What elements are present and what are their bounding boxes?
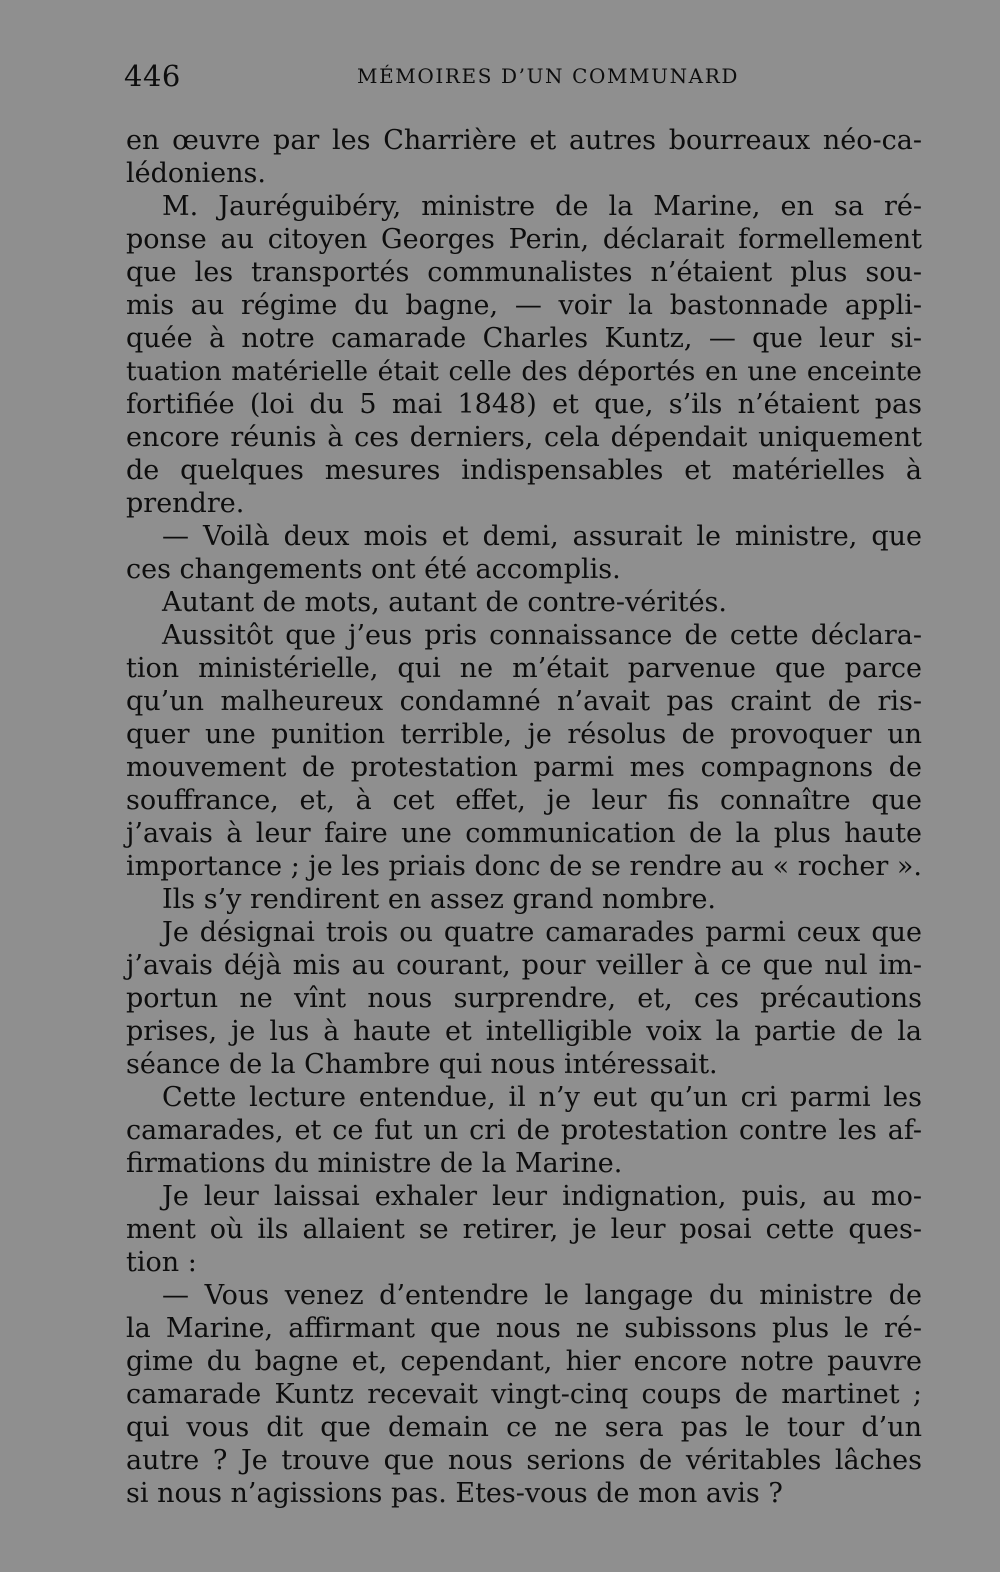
body-text — [126, 124, 922, 1510]
text-line: Autant de mots, autant de contre-vérités. — [162, 587, 727, 618]
text-line: que les transportés communalistes n’étaient plus sou- — [126, 257, 922, 288]
text-line: tion : — [126, 1247, 197, 1278]
text-line: j’avais déjà mis au courant, pour veiller à ce que nul im- — [126, 950, 922, 981]
text-line: quée à notre camarade Charles Kuntz, — que leur si- — [126, 323, 922, 354]
text-line: ponse au citoyen Georges Perin, déclarait formellement — [126, 224, 922, 255]
text-line: qui vous dit que demain ce ne sera pas le tour d’un — [126, 1412, 922, 1443]
text-line: mouvement de protestation parmi mes compagnons de — [126, 752, 922, 783]
text-line: tion ministérielle, qui ne m’était parvenue que parce — [126, 653, 922, 684]
text-line: encore réunis à ces derniers, cela dépendait uniquement — [126, 422, 922, 453]
text-line: qu’un malheureux condamné n’avait pas craint de ris- — [126, 686, 922, 717]
text-line: souffrance, et, à cet effet, je leur fis connaître que — [126, 785, 922, 816]
text-line: de quelques mesures indispensables et matérielles à — [126, 455, 922, 486]
text-line: camarade Kuntz recevait vingt-cinq coups de martinet ; — [126, 1379, 922, 1410]
page-number: 446 — [124, 59, 181, 93]
text-line: en œuvre par les Charrière et autres bourreaux néo-ca- — [126, 125, 922, 156]
text-line: portun ne vînt nous surprendre, et, ces précautions — [126, 983, 922, 1014]
text-line: la Marine, affirmant que nous ne subissons plus le ré- — [126, 1313, 922, 1344]
running-title: MÉMOIRES D’UN COMMUNARD — [357, 64, 740, 88]
text-line: j’avais à leur faire une communication de la plus haute — [126, 818, 922, 849]
text-line: Je leur laissai exhaler leur indignation, puis, au mo- — [162, 1181, 922, 1212]
text-line: Cette lecture entendue, il n’y eut qu’un cri parmi les — [162, 1082, 922, 1113]
text-line: mis au régime du bagne, — voir la bastonnade appli- — [126, 290, 922, 321]
text-line: Je désignai trois ou quatre camarades parmi ceux que — [162, 917, 922, 948]
text-line: si nous n’agissions pas. Etes-vous de mon avis ? — [126, 1478, 783, 1509]
text-line: prises, je lus à haute et intelligible voix la partie de la — [126, 1016, 922, 1047]
text-line: gime du bagne et, cependant, hier encore notre pauvre — [126, 1346, 922, 1377]
text-line: importance ; je les priais donc de se rendre au « rocher ». — [126, 851, 922, 882]
text-line: — Vous venez d’entendre le langage du ministre de — [162, 1280, 922, 1311]
text-line: — Voilà deux mois et demi, assurait le ministre, que — [162, 521, 922, 552]
text-line: ces changements ont été accomplis. — [126, 554, 621, 585]
text-line: tuation matérielle était celle des déportés en une enceinte — [126, 356, 922, 387]
text-line: camarades, et ce fut un cri de protestation contre les af- — [126, 1115, 922, 1146]
page-header — [124, 58, 924, 94]
text-line: firmations du ministre de la Marine. — [126, 1148, 623, 1179]
text-line: autre ? Je trouve que nous serions de véritables lâches — [126, 1445, 922, 1476]
text-line: ment où ils allaient se retirer, je leur posai cette ques- — [126, 1214, 922, 1245]
text-line: lédoniens. — [126, 158, 266, 189]
text-line: quer une punition terrible, je résolus de provoquer un — [126, 719, 922, 750]
text-line: Ils s’y rendirent en assez grand nombre. — [162, 884, 717, 915]
text-line: séance de la Chambre qui nous intéressait. — [126, 1049, 718, 1080]
text-line: Aussitôt que j’eus pris connaissance de cette déclara- — [162, 620, 922, 651]
text-line: fortifiée (loi du 5 mai 1848) et que, s’ils n’étaient pas — [126, 389, 922, 420]
text-line: prendre. — [126, 488, 245, 519]
text-line: M. Jauréguibéry, ministre de la Marine, en sa ré- — [162, 191, 922, 222]
